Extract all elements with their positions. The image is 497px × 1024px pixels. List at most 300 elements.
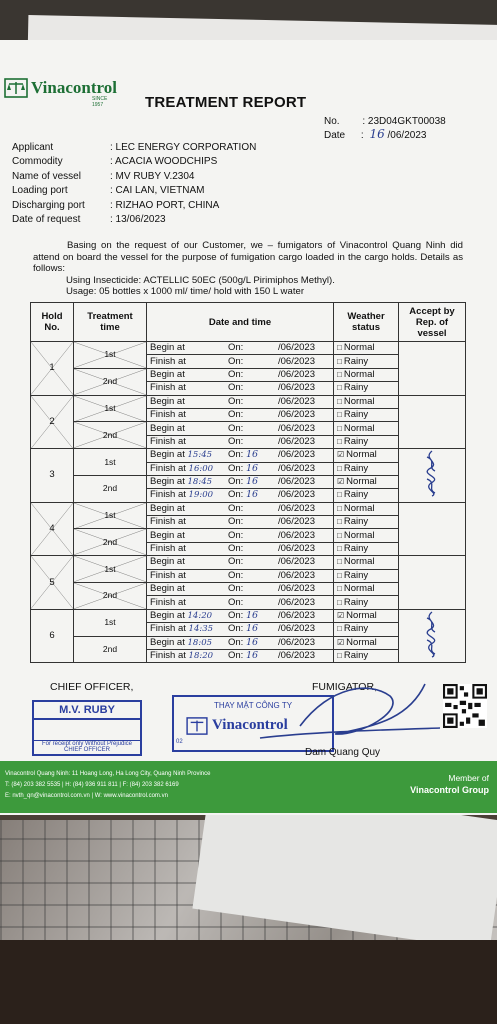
on-cell xyxy=(225,649,275,662)
on-cell xyxy=(225,502,275,515)
treatment-ordinal: 2nd xyxy=(102,429,118,440)
report-date-label: Date xyxy=(324,130,346,141)
on-label: On: xyxy=(228,368,244,380)
date-suffix: /06/2023 xyxy=(278,422,315,434)
weather-cell xyxy=(334,342,399,355)
date-cell xyxy=(275,542,334,555)
on-cell xyxy=(225,569,275,582)
time-label: Begin at xyxy=(150,476,185,488)
on-cell xyxy=(225,435,275,448)
date-cell xyxy=(275,355,334,368)
weather-cell xyxy=(334,395,399,408)
field-value: : 13/06/2023 xyxy=(110,214,166,226)
treatment-time-cell xyxy=(74,342,147,369)
date-cell xyxy=(275,408,334,421)
on-cell xyxy=(225,422,275,435)
time-label: Finish at xyxy=(150,596,186,608)
footer-phone: T: (84) 203 382 5535 | H: (84) 936 911 811 | F: (84) 203 382 6169 xyxy=(5,782,179,788)
report-number-label: No. xyxy=(324,116,340,127)
checkbox-icon: □ xyxy=(337,517,342,527)
handwritten-time: 14:35 xyxy=(188,624,214,635)
checkbox-icon: □ xyxy=(337,343,342,353)
time-label-cell xyxy=(147,542,226,555)
time-label-cell xyxy=(147,569,226,582)
table-row xyxy=(31,502,466,515)
weather-cell xyxy=(334,529,399,542)
time-label: Begin at xyxy=(150,556,185,568)
on-label: On: xyxy=(228,409,244,421)
date-suffix: /06/2023 xyxy=(278,355,315,367)
date-suffix: /06/2023 xyxy=(278,435,315,447)
handwritten-day: 16 xyxy=(245,449,259,461)
weather-option: Rainy xyxy=(343,355,369,367)
date-cell xyxy=(275,342,334,355)
checkbox-icon: □ xyxy=(337,436,342,446)
on-cell xyxy=(225,596,275,609)
time-label: Begin at xyxy=(150,422,185,434)
intro-paragraph: Basing on the request of our Customer, we – fumigators of Vinacontrol Quang Ninh did attend on board the vessel for the purpose of fumigation cargo loaded in the cargo holds. Details as follows: xyxy=(33,240,463,274)
on-label: On: xyxy=(228,569,244,581)
weather-option: Rainy xyxy=(343,489,369,501)
on-label: On: xyxy=(228,529,244,541)
checkbox-icon: □ xyxy=(337,369,342,379)
accept-cell xyxy=(399,449,466,503)
weather-option: Normal xyxy=(343,556,375,568)
weather-cell xyxy=(334,422,399,435)
weather-cell xyxy=(334,462,399,475)
time-label: Finish at xyxy=(150,623,186,635)
checkbox-icon: ☑ xyxy=(337,611,345,620)
weather-option: Rainy xyxy=(343,435,369,447)
hold-number: 3 xyxy=(49,469,55,481)
treatment-table xyxy=(30,302,466,663)
treatment-ordinal: 1st xyxy=(104,349,116,360)
vc-stamp-top: THAY MẶT CÔNG TY xyxy=(213,701,293,710)
on-cell xyxy=(225,556,275,569)
date-suffix: /06/2023 xyxy=(278,543,315,555)
date-cell xyxy=(275,583,334,596)
time-label-cell xyxy=(147,395,226,408)
time-label-cell xyxy=(147,449,226,462)
time-label-cell xyxy=(147,649,226,662)
checkbox-icon: □ xyxy=(337,463,342,473)
weather-option: Rainy xyxy=(343,596,369,608)
date-cell xyxy=(275,649,334,662)
weather-option: Normal xyxy=(343,422,375,434)
on-label: On: xyxy=(228,476,244,488)
vinacontrol-logo xyxy=(4,78,117,108)
on-cell xyxy=(225,583,275,596)
weather-option: Rainy xyxy=(343,516,369,528)
time-label: Begin at xyxy=(150,529,185,541)
on-label: On: xyxy=(228,395,244,407)
date-suffix: /06/2023 xyxy=(278,623,315,635)
table-row xyxy=(31,342,466,355)
treatment-ordinal: 1st xyxy=(104,563,116,574)
ruby-stamp-note: For receipt only Without Prejudice CHIEF OFFICER xyxy=(34,740,140,753)
mv-ruby-stamp xyxy=(32,700,142,756)
field-label: Commodity xyxy=(12,156,63,168)
field-value: : MV RUBY V.2304 xyxy=(110,170,195,182)
on-cell xyxy=(225,475,275,488)
treatment-time-cell xyxy=(74,422,147,449)
date-cell xyxy=(275,475,334,488)
checkbox-icon: □ xyxy=(337,544,342,554)
handwritten-day: 16 xyxy=(245,636,259,648)
field-label: Name of vessel xyxy=(12,170,81,182)
field-loading-port xyxy=(12,184,256,199)
weather-option: Normal xyxy=(343,502,375,514)
treatment-time-cell xyxy=(74,583,147,610)
time-label-cell xyxy=(147,516,226,529)
vessel-signature-icon xyxy=(417,449,447,497)
on-cell xyxy=(225,623,275,636)
fumigator-label: FUMIGATOR, xyxy=(312,681,377,693)
handwritten-time: 19:00 xyxy=(188,490,214,501)
report-date-colon: : xyxy=(360,130,364,141)
time-label: Finish at xyxy=(150,650,186,662)
handwritten-time: 14:20 xyxy=(187,611,213,621)
weather-option: Rainy xyxy=(343,569,369,581)
qr-code-icon xyxy=(443,684,487,728)
weather-option: Normal xyxy=(346,610,377,621)
date-cell xyxy=(275,395,334,408)
accept-cell xyxy=(399,502,466,556)
on-label: On: xyxy=(228,623,244,635)
treatment-ordinal: 1st xyxy=(104,402,116,413)
weather-option: Normal xyxy=(343,583,375,595)
date-cell xyxy=(275,435,334,448)
treatment-ordinal: 2nd xyxy=(102,536,118,547)
date-suffix: /06/2023 xyxy=(278,382,315,394)
field-vessel xyxy=(12,169,256,184)
report-number xyxy=(324,116,446,127)
time-label: Begin at xyxy=(150,636,185,648)
on-cell xyxy=(225,636,275,649)
date-suffix: /06/2023 xyxy=(278,502,315,514)
weather-cell xyxy=(334,355,399,368)
handwritten-time: 18:45 xyxy=(187,477,213,488)
table-row xyxy=(31,556,466,569)
on-label: On: xyxy=(228,556,244,568)
weather-option: Normal xyxy=(346,636,377,648)
checkbox-icon: □ xyxy=(337,597,342,607)
checkbox-icon: □ xyxy=(337,570,342,580)
on-label: On: xyxy=(228,516,244,528)
date-suffix: /06/2023 xyxy=(278,610,315,621)
hold-number: 1 xyxy=(49,362,55,374)
ruby-stamp-name: M.V. RUBY xyxy=(34,702,140,720)
date-cell xyxy=(275,529,334,542)
checkbox-icon: ☑ xyxy=(337,637,345,647)
logo-text: Vinacontrol xyxy=(31,78,117,97)
time-label: Begin at xyxy=(150,342,185,354)
weather-option: Rainy xyxy=(343,623,369,635)
handwritten-time: 16:00 xyxy=(188,463,214,474)
treatment-ordinal: 1st xyxy=(104,617,116,628)
accept-cell xyxy=(399,556,466,610)
handwritten-day: 16 xyxy=(245,462,259,474)
vessel-signature-icon xyxy=(417,610,447,658)
date-suffix: /06/2023 xyxy=(278,449,315,461)
scales-logo-icon xyxy=(4,78,28,98)
on-cell xyxy=(225,395,275,408)
on-cell xyxy=(225,342,275,355)
treatment-ordinal: 1st xyxy=(104,510,116,521)
date-suffix: /06/2023 xyxy=(278,650,315,662)
on-cell xyxy=(225,529,275,542)
on-cell xyxy=(225,489,275,502)
time-label: Begin at xyxy=(150,368,185,380)
checkbox-icon: □ xyxy=(337,396,342,406)
on-label: On: xyxy=(228,449,244,461)
on-cell xyxy=(225,462,275,475)
date-suffix: /06/2023 xyxy=(278,368,315,380)
time-label: Begin at xyxy=(150,502,185,514)
hold-number: 4 xyxy=(49,522,55,534)
hold-number-cell xyxy=(31,609,74,663)
on-label: On: xyxy=(228,462,244,474)
date-cell xyxy=(275,623,334,636)
field-label: Loading port xyxy=(12,185,68,197)
header-date-time: Date and time xyxy=(147,303,334,342)
hold-number-cell xyxy=(31,502,74,556)
on-cell xyxy=(225,408,275,421)
on-label: On: xyxy=(228,610,244,621)
weather-cell xyxy=(334,556,399,569)
handwritten-time: 15:45 xyxy=(187,450,213,461)
time-label-cell xyxy=(147,609,226,622)
weather-cell xyxy=(334,596,399,609)
treatment-time-cell xyxy=(74,449,147,476)
time-label: Finish at xyxy=(150,382,186,394)
field-value: : CAI LAN, VIETNAM xyxy=(110,185,205,197)
field-value: : RIZHAO PORT, CHINA xyxy=(110,199,220,211)
on-label: On: xyxy=(228,636,244,648)
fumigator-name: Dam Quang Quy xyxy=(305,747,381,758)
on-label: On: xyxy=(228,489,244,501)
logo-since: SINCE 1957 xyxy=(92,96,108,108)
report-number-value: : 23D04GKT00038 xyxy=(362,116,446,127)
request-fields xyxy=(12,140,256,227)
date-suffix: /06/2023 xyxy=(278,409,315,421)
date-cell xyxy=(275,368,334,381)
date-suffix: /06/2023 xyxy=(278,556,315,568)
on-cell xyxy=(225,609,275,622)
on-label: On: xyxy=(228,596,244,608)
treatment-time-cell xyxy=(74,502,147,529)
weather-cell xyxy=(334,516,399,529)
time-label-cell xyxy=(147,382,226,395)
checkbox-icon: □ xyxy=(337,356,342,366)
handwritten-day: 16 xyxy=(245,623,259,635)
checkbox-icon: ☑ xyxy=(337,477,345,487)
on-label: On: xyxy=(228,543,244,555)
treatment-ordinal: 1st xyxy=(104,456,116,467)
date-suffix: /06/2023 xyxy=(278,636,315,648)
handwritten-day: 16 xyxy=(245,476,259,488)
weather-option: Normal xyxy=(343,395,375,407)
weather-cell xyxy=(334,502,399,515)
on-label: On: xyxy=(228,342,244,354)
field-commodity xyxy=(12,155,256,170)
checkbox-icon: □ xyxy=(337,383,342,393)
treatment-time-cell xyxy=(74,368,147,395)
checkbox-icon: □ xyxy=(337,423,342,433)
intro-usage: Usage: 05 bottles x 1000 ml/ time/ hold with 150 L water xyxy=(66,286,305,297)
hold-number: 5 xyxy=(49,576,55,588)
scales-stamp-icon xyxy=(186,717,208,735)
treatment-ordinal: 2nd xyxy=(102,376,118,387)
time-label: Finish at xyxy=(150,569,186,581)
time-label-cell xyxy=(147,422,226,435)
time-label-cell xyxy=(147,502,226,515)
time-label-cell xyxy=(147,636,226,649)
weather-cell xyxy=(334,368,399,381)
date-suffix: /06/2023 xyxy=(278,395,315,407)
header-weather: Weather status xyxy=(334,303,399,342)
floor xyxy=(0,940,497,1024)
weather-option: Rainy xyxy=(343,543,369,555)
weather-option: Normal xyxy=(346,476,377,488)
checkbox-icon: ☑ xyxy=(337,450,345,460)
checkbox-icon: □ xyxy=(337,651,342,661)
checkbox-icon: □ xyxy=(337,624,342,634)
header-treatment-time: Treatment time xyxy=(74,303,147,342)
treatment-time-cell xyxy=(74,609,147,636)
date-cell xyxy=(275,449,334,462)
time-label-cell xyxy=(147,355,226,368)
footer xyxy=(0,761,497,813)
time-label-cell xyxy=(147,435,226,448)
on-label: On: xyxy=(228,382,244,394)
weather-cell xyxy=(334,382,399,395)
weather-cell xyxy=(334,408,399,421)
treatment-ordinal: 2nd xyxy=(102,590,118,601)
weather-option: Rainy xyxy=(343,382,369,394)
date-suffix: /06/2023 xyxy=(278,596,315,608)
date-suffix: /06/2023 xyxy=(278,476,315,488)
header-accept: Accept by Rep. of vessel xyxy=(399,303,466,342)
handwritten-day: 16 xyxy=(245,489,259,501)
weather-cell xyxy=(334,489,399,502)
treatment-time-cell xyxy=(74,556,147,583)
field-discharging-port xyxy=(12,198,256,213)
on-cell xyxy=(225,542,275,555)
on-label: On: xyxy=(228,422,244,434)
date-cell xyxy=(275,489,334,502)
on-cell xyxy=(225,382,275,395)
time-label: Finish at xyxy=(150,489,186,501)
checkbox-icon: □ xyxy=(337,410,342,420)
time-label-cell xyxy=(147,556,226,569)
weather-cell xyxy=(334,649,399,662)
footer-group-name: Vinacontrol Group xyxy=(410,785,489,795)
time-label-cell xyxy=(147,529,226,542)
date-cell xyxy=(275,516,334,529)
date-cell xyxy=(275,609,334,622)
time-label: Begin at xyxy=(150,449,185,461)
handwritten-day: 16 xyxy=(245,610,259,621)
date-suffix: /06/2023 xyxy=(278,583,315,595)
time-label: Begin at xyxy=(150,395,185,407)
table-row xyxy=(31,449,466,462)
checkbox-icon: □ xyxy=(337,557,342,567)
time-label: Finish at xyxy=(150,516,186,528)
weather-cell xyxy=(334,609,399,622)
fumigator-signature-icon xyxy=(240,676,440,756)
hold-number-cell xyxy=(31,395,74,449)
report-date xyxy=(324,127,426,141)
weather-option: Rainy xyxy=(343,409,369,421)
field-label: Date of request xyxy=(12,214,81,226)
date-cell xyxy=(275,556,334,569)
chief-officer-label: CHIEF OFFICER, xyxy=(50,681,134,693)
field-applicant xyxy=(12,140,256,155)
date-cell xyxy=(275,422,334,435)
on-label: On: xyxy=(228,502,244,514)
intro-text xyxy=(33,240,463,298)
treatment-time-cell xyxy=(74,395,147,422)
hold-number: 6 xyxy=(49,630,55,642)
weather-cell xyxy=(334,569,399,582)
vc-stamp-code: 02 xyxy=(176,739,183,745)
weather-option: Normal xyxy=(343,368,375,380)
on-label: On: xyxy=(228,583,244,595)
checkbox-icon: □ xyxy=(337,490,342,500)
checkbox-icon: □ xyxy=(337,503,342,513)
on-cell xyxy=(225,368,275,381)
time-label: Finish at xyxy=(150,355,186,367)
treatment-ordinal: 2nd xyxy=(102,483,118,494)
hold-number-cell xyxy=(31,556,74,610)
time-label: Begin at xyxy=(150,583,185,595)
date-suffix: /06/2023 xyxy=(278,462,315,474)
page-title: TREATMENT REPORT xyxy=(145,94,307,111)
time-label-cell xyxy=(147,368,226,381)
weather-cell xyxy=(334,435,399,448)
treatment-ordinal: 2nd xyxy=(102,643,118,654)
date-cell xyxy=(275,502,334,515)
weather-option: Normal xyxy=(346,449,377,461)
weather-cell xyxy=(334,542,399,555)
table-row xyxy=(31,395,466,408)
weather-option: Normal xyxy=(343,529,375,541)
hold-number-cell xyxy=(31,342,74,396)
on-label: On: xyxy=(228,435,244,447)
field-value: : LEC ENERGY CORPORATION xyxy=(110,141,257,153)
on-label: On: xyxy=(228,355,244,367)
time-label-cell xyxy=(147,475,226,488)
on-cell xyxy=(225,516,275,529)
date-cell xyxy=(275,382,334,395)
checkbox-icon: □ xyxy=(337,584,342,594)
weather-cell xyxy=(334,583,399,596)
date-suffix: /06/2023 xyxy=(278,342,315,354)
time-label: Begin at xyxy=(150,610,185,621)
date-cell xyxy=(275,596,334,609)
time-label-cell xyxy=(147,583,226,596)
report-date-day: 16 xyxy=(369,127,385,141)
field-value: : ACACIA WOODCHIPS xyxy=(110,156,218,168)
weather-option: Rainy xyxy=(343,650,369,662)
handwritten-time: 18:20 xyxy=(188,651,214,662)
vc-stamp-name: Vinacontrol xyxy=(212,717,288,733)
time-label: Finish at xyxy=(150,543,186,555)
date-suffix: /06/2023 xyxy=(278,516,315,528)
on-label: On: xyxy=(228,650,244,662)
accept-cell xyxy=(399,342,466,396)
